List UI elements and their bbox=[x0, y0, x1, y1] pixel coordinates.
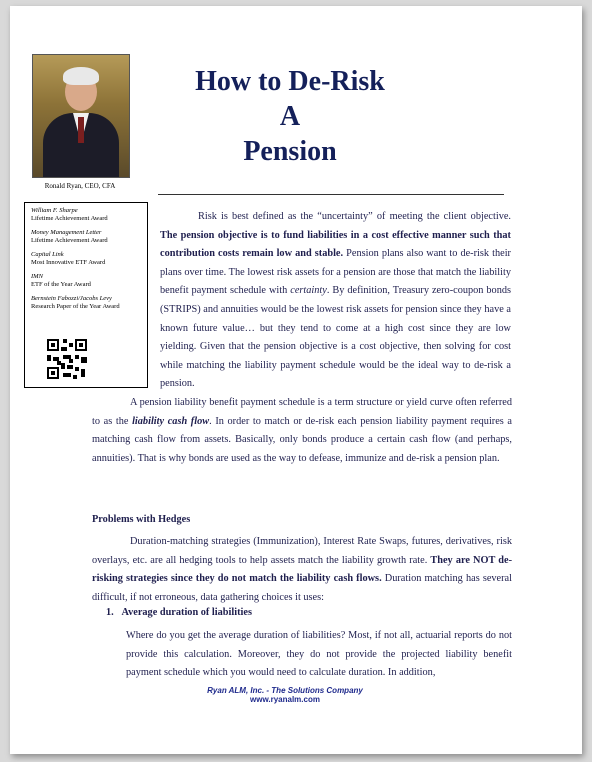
award-item: Bernstein Fabozzi/Jacobs Levy Research Paper of the Year Award bbox=[31, 295, 120, 310]
section-heading: Problems with Hedges bbox=[92, 514, 191, 525]
awards-box bbox=[24, 202, 148, 388]
paragraph-hedges: Duration-matching strategies (Immunization), Interest Rate Swaps, futures, derivatives, risk overlays, etc. are all hedging tools to help assets match the liability growth rate. They are NOT de-risking strategies since they do not match the liability cash flows. Duration matching has several difficult, if not erroneous, data gathering choices it uses: bbox=[92, 536, 512, 603]
award-item: IMN ETF of the Year Award bbox=[31, 273, 91, 288]
award-item: Money Management Letter Lifetime Achievement Award bbox=[31, 229, 108, 244]
footer-url[interactable]: www.ryanalm.com bbox=[250, 695, 320, 704]
award-item: William F. Sharpe Lifetime Achievement Award bbox=[31, 207, 108, 222]
paragraph-liability-cash-flow: A pension liability benefit payment schedule is a term structure or yield curve often referred to as the liability cash flow. In order to match or de-risk each pension liability payment requires a matching cash flow from assets. Basically, only bonds produce a certain cash flow (and perhaps, annuities). That is why bonds are used as the way to defease, immunize and de-risk a pension plan. bbox=[92, 397, 513, 464]
paragraph-definition: Risk is best defined as the “uncertainty” of meeting the client objective. The pension objective is to fund liabilities in a cost effective manner such that contribution costs remain low and stable. Pension plans also want to de-risk their plans over time. The lowest risk assets for a pension are those that match the liability benefit payment schedule with certainty. By definition, Treasury zero-coupon bonds (STRIPS) and annuities would be the lowest risk assets for pension since they have a known future value… but they tend to come at a high cost since they are low yielding. Given that the pension objective is a cost objective, then solving for cost while matching the liability payment schedule would be the ideal way to de-risk a pension. bbox=[160, 211, 511, 390]
page-title: How to De-Risk A Pension bbox=[195, 66, 385, 167]
title-divider bbox=[158, 194, 504, 195]
paragraph-average-duration: Where do you get the average duration of liabilities? Most, if not all, actuarial reports do not provide this calculation. Moreover, they do not provide the projected liability benefit payment schedule which you would need to calculate duration. In addition, bbox=[126, 630, 512, 679]
qr-code-icon[interactable] bbox=[47, 339, 87, 379]
footer-company: Ryan ALM, Inc. - The Solutions Company bbox=[207, 686, 363, 695]
award-item: Capital Link Most Innovative ETF Award bbox=[31, 251, 106, 266]
author-photo bbox=[32, 54, 130, 178]
list-item-title: 1. Average duration of liabilities bbox=[106, 607, 252, 618]
document-page bbox=[10, 6, 582, 754]
photo-caption: Ronald Ryan, CEO, CFA bbox=[44, 182, 116, 190]
footer bbox=[160, 686, 410, 704]
